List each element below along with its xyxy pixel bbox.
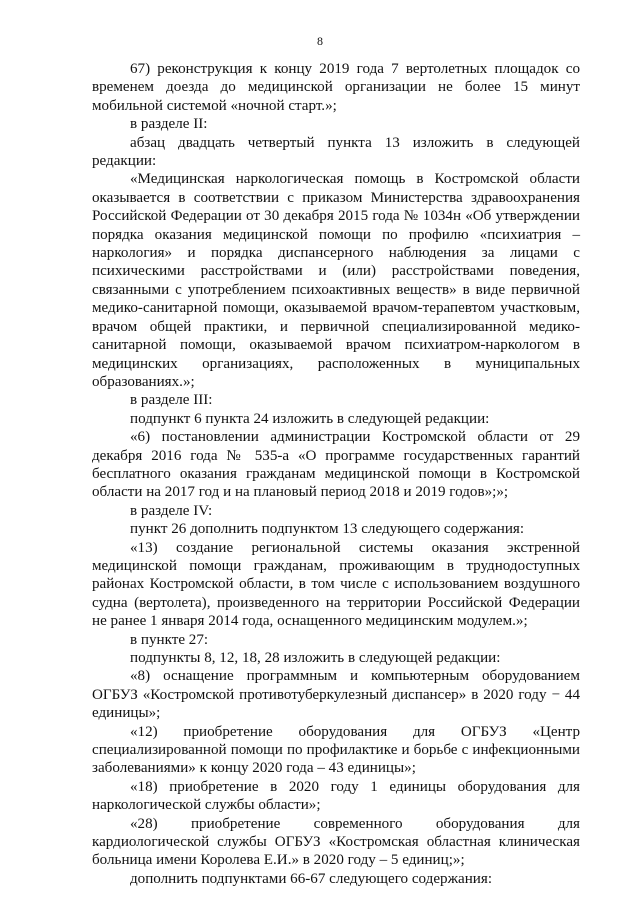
paragraph-section-3: в разделе III: — [130, 392, 213, 409]
paragraph-instruction: абзац двадцать четвертый пункта 13 изложить в следующей редакции: — [92, 134, 580, 170]
paragraph-section-2: в разделе II: — [130, 116, 208, 133]
paragraph-narcology-quote: «Медицинская наркологическая помощь в Костромской области оказывается в соответствии с приказом Министерства здравоохранения Российской Федерации от 30 декабря 2015 года № 1034н «Об утверждении порядка оказания медицинской помощи по профилю «психиатрия – наркология» и порядка диспансерного наблюдения за лицами с психическими расстройствами и (или) расстройствами поведения, связанными с употреблением психоактивных веществ» в виде первичной медико-санитарной помощи, оказываемой врачом-терапевтом участковым, врачом общей практики, и первичной специализированной медико-санитарной помощи, оказываемой врачом психиатром-наркологом в медицинских организациях, расположенных в муниципальных образованиях.»; — [92, 171, 580, 390]
paragraph-instruction: дополнить подпунктами 66-67 следующего содержания: — [130, 870, 493, 887]
paragraph-item-67: 67) реконструкция к концу 2019 года 7 вертолетных площадок со временем доезда до медицинской организации не более 15 минут мобильной системой «ночной старт.»; — [92, 61, 580, 114]
paragraph-section-4: в разделе IV: — [130, 502, 213, 519]
page-number: 8 — [317, 34, 323, 48]
paragraph-subitem-13: «13) создание региональной системы оказания экстренной медицинской помощи гражданам, проживающим в труднодоступных районах Костромской области, в том числе с использованием воздушного судна (вертолета), произведенного на территории Российской Федерации не ранее 1 января 2014 года, оснащенного медицинским модулем.»; — [92, 539, 580, 630]
document-body — [92, 60, 580, 888]
paragraph-subitem-18: «18) приобретение в 2020 году 1 единицы оборудования для наркологической службы области»; — [92, 778, 580, 814]
paragraph-point-27: в пункте 27: — [130, 631, 209, 648]
paragraph-instruction: пункт 26 дополнить подпунктом 13 следующего содержания: — [130, 521, 525, 538]
paragraph-instruction: подпункты 8, 12, 18, 28 изложить в следующей редакции: — [130, 650, 501, 666]
paragraph-subitem-28: «28) приобретение современного оборудования для кардиологической службы ОГБУЗ «Костромская областная клиническая больница имени Королева Е.И.» в 2020 году – 5 единиц;»; — [92, 815, 580, 869]
paragraph-subitem-12: «12) приобретение оборудования для ОГБУЗ «Центр специализированной помощи по профилактике и борьбе с инфекционными заболеваниями» к концу 2020 года – 43 единицы»; — [92, 723, 580, 777]
paragraph-instruction: подпункт 6 пункта 24 изложить в следующей редакции: — [130, 410, 490, 427]
paragraph-subitem-6: «6) постановлении администрации Костромской области от 29 декабря 2016 года № 535-а «О программе государственных гарантий бесплатного оказания гражданам медицинской помощи в Костромской области на 2017 год и на плановый период 2018 и 2019 годов»;»; — [92, 429, 580, 501]
paragraph-subitem-8: «8) оснащение программным и компьютерным оборудованием ОГБУЗ «Костромской противотуберкулезный диспансер» в 2020 году − 44 единицы»; — [92, 668, 580, 722]
